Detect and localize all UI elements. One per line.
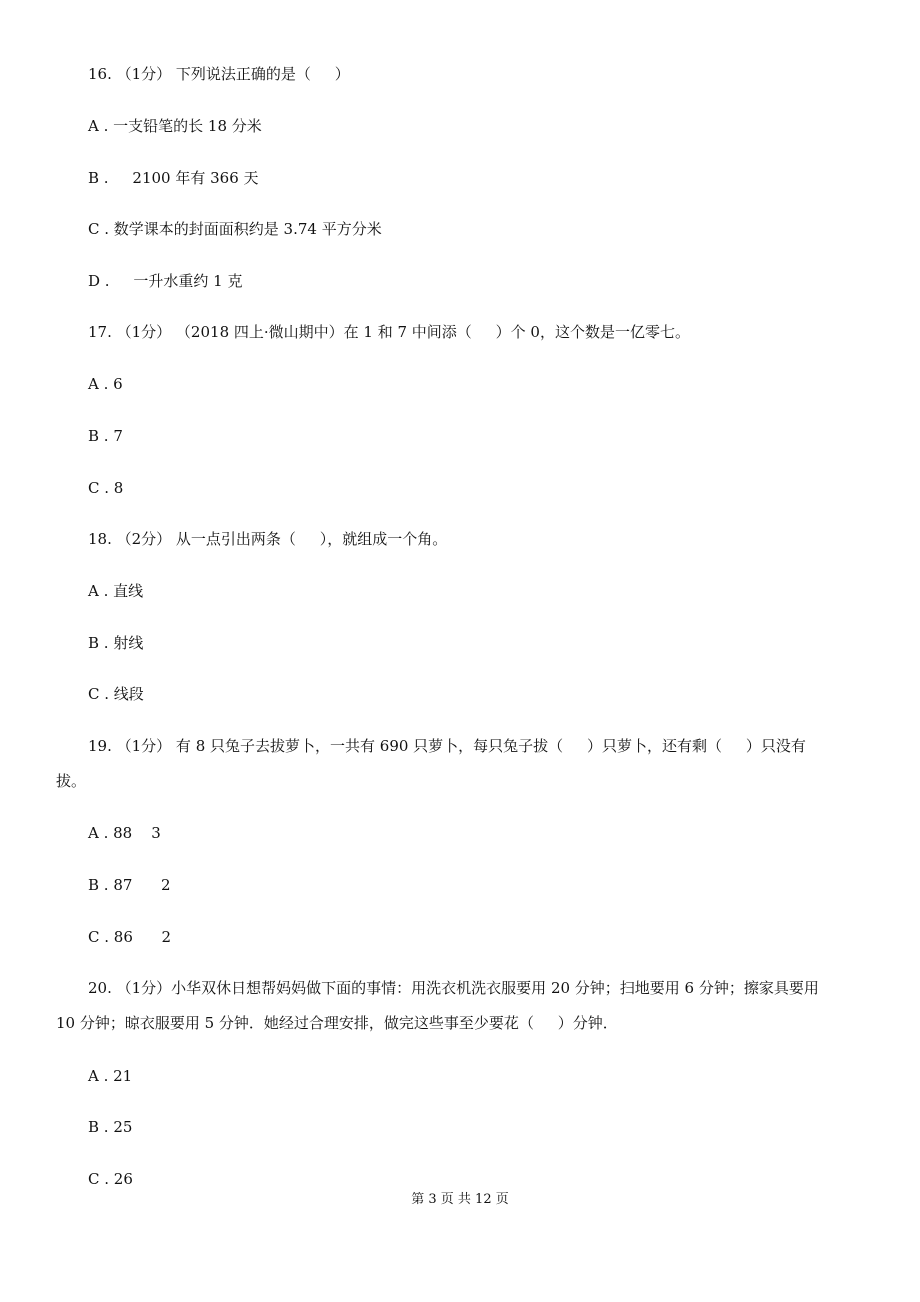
- question-18-option-c: C . 线段: [88, 685, 144, 703]
- question-16-option-a: A . 一支铅笔的长 18 分米: [88, 117, 262, 135]
- question-19-stem-line-2: 拔。: [56, 772, 87, 790]
- question-16-option-b: B . 2100 年有 366 天: [88, 169, 259, 187]
- question-20-option-b: B . 25: [88, 1118, 133, 1136]
- page-footer: 第 3 页 共 12 页: [411, 1192, 509, 1207]
- question-16-option-c: C . 数学课本的封面面积约是 3.74 平方分米: [88, 220, 382, 238]
- question-20-stem-line-1: 20. （1分）小华双休日想帮妈妈做下面的事情：用洗衣机洗衣服要用 20 分钟；扫地要用 6 分钟；擦家具要用: [88, 979, 819, 997]
- question-20-option-c: C . 26: [88, 1170, 133, 1188]
- question-20-stem-line-2: 10 分钟；晾衣服要用 5 分钟．她经过合理安排，做完这些事至少要花（ ）分钟．: [56, 1014, 618, 1032]
- question-17-option-a: A . 6: [88, 375, 123, 393]
- question-17-stem: 17. （1分） （2018 四上·微山期中）在 1 和 7 中间添（ ）个 0，这个数是一亿零七。: [88, 323, 690, 341]
- question-20-option-a: A . 21: [88, 1067, 133, 1085]
- question-19-option-a: A . 88 3: [88, 824, 161, 842]
- question-18-option-b: B . 射线: [88, 634, 144, 652]
- question-17-option-c: C . 8: [88, 479, 124, 497]
- question-17-option-b: B . 7: [88, 427, 123, 445]
- question-19-option-c: C . 86 2: [88, 928, 172, 946]
- question-16-option-d: D . 一升水重约 1 克: [88, 272, 243, 290]
- question-18-stem: 18. （2分） 从一点引出两条（ ），就组成一个角。: [88, 530, 448, 548]
- question-16-stem: 16. （1分） 下列说法正确的是（ ）: [88, 65, 350, 83]
- question-18-option-a: A . 直线: [88, 582, 144, 600]
- question-19-option-b: B . 87 2: [88, 876, 171, 894]
- question-19-stem-line-1: 19. （1分） 有 8 只兔子去拔萝卜，一共有 690 只萝卜，每只兔子拔（ ）只萝卜，还有剩（ ）只没有: [88, 737, 806, 755]
